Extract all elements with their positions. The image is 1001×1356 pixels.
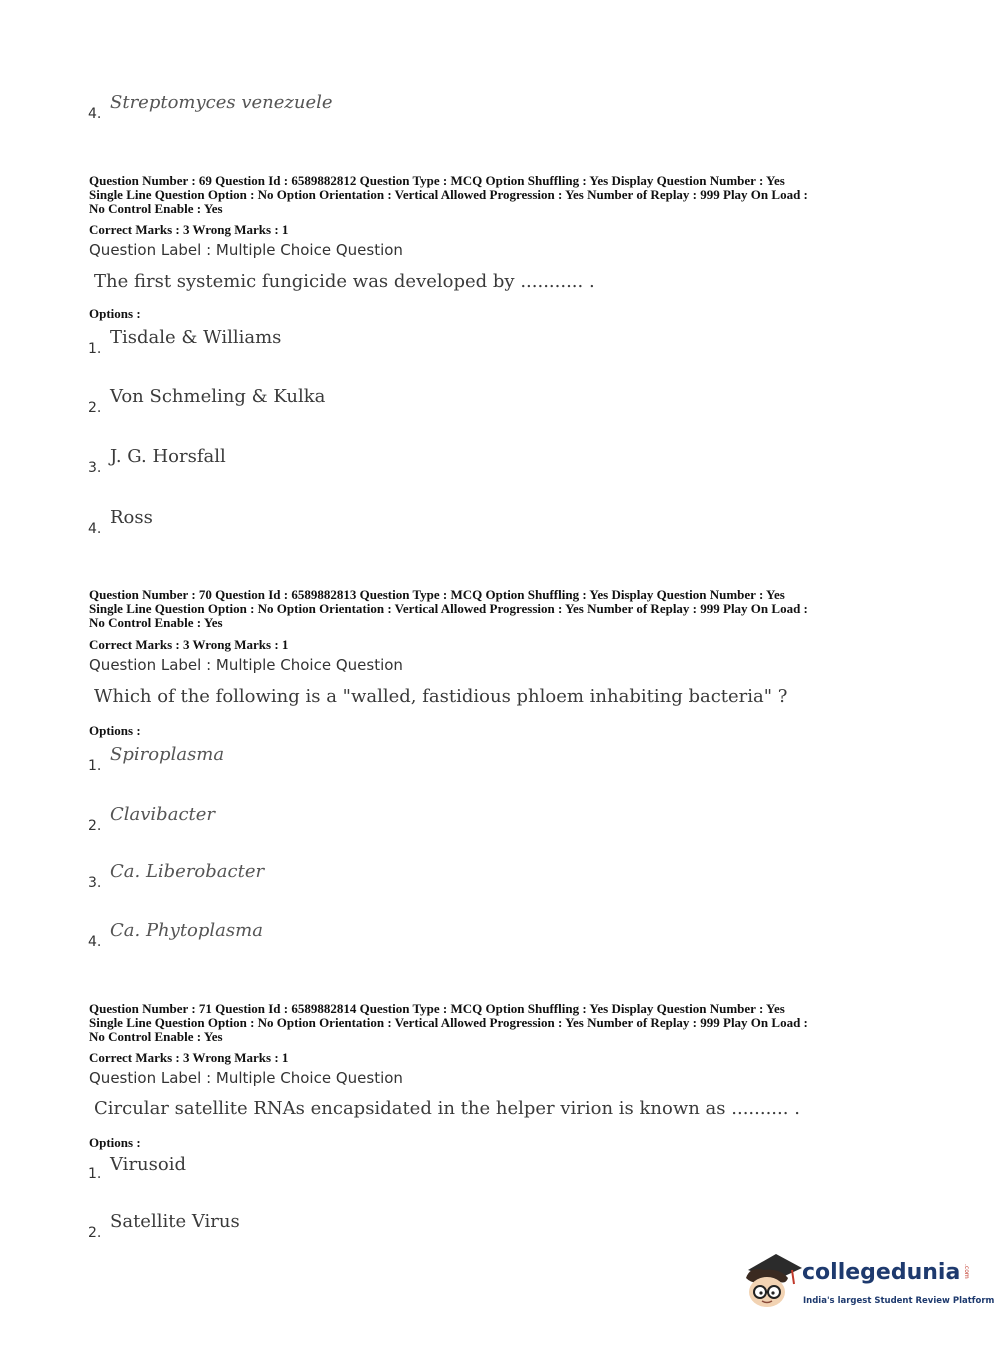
option-text: Spiroplasma [110,744,225,765]
option-text: Von Schmeling & Kulka [110,386,326,407]
option-text: Streptomyces venezuele [110,92,333,113]
question-label: Question Label : Multiple Choice Question [89,1069,403,1087]
question-meta [89,1002,919,1044]
option-text: Virusoid [110,1154,186,1175]
options-title: Options : [89,306,141,321]
option-text: Ca. Liberobacter [110,861,265,882]
question-stem: Circular satellite RNAs encapsidated in the helper virion is known as .......... . [94,1098,800,1119]
option-text: Satellite Virus [110,1211,240,1232]
option-text: Ross [110,507,153,528]
question-marks: Correct Marks : 3 Wrong Marks : 1 [89,222,289,237]
option-number: 3. [88,460,102,476]
option-text: Tisdale & Williams [110,327,282,348]
option-number: 4. [88,106,102,122]
brand-tagline: India's largest Student Review Platform [803,1296,995,1306]
option-text: Clavibacter [110,804,216,825]
question-marks: Correct Marks : 3 Wrong Marks : 1 [89,1050,289,1065]
meta-line: No Control Enable : Yes [89,615,223,630]
meta-line: No Control Enable : Yes [89,201,223,216]
option-number: 1. [88,758,102,774]
option-text: J. G. Horsfall [110,446,226,467]
question-meta [89,588,919,630]
question-label: Question Label : Multiple Choice Question [89,241,403,259]
brand-name: collegedunia [802,1260,961,1285]
option-number: 1. [88,341,102,357]
option-number: 2. [88,400,102,416]
option-number: 3. [88,875,102,891]
question-stem: The first systemic fungicide was developed by ........... . [94,271,595,292]
option-number: 4. [88,521,102,537]
question-marks: Correct Marks : 3 Wrong Marks : 1 [89,637,289,652]
meta-line: Single Line Question Option : No Option Orientation : Vertical Allowed Progression : Yes Number of Replay : 999 Play On Load : [89,601,808,616]
collegedunia-watermark [740,1248,995,1318]
options-title: Options : [89,1135,141,1150]
option-number: 2. [88,1225,102,1241]
option-number: 1. [88,1166,102,1182]
option-text: Ca. Phytoplasma [110,920,263,941]
option-number: 2. [88,818,102,834]
question-label: Question Label : Multiple Choice Question [89,656,403,674]
meta-line: Single Line Question Option : No Option Orientation : Vertical Allowed Progression : Yes Number of Replay : 999 Play On Load : [89,187,808,202]
meta-line: Single Line Question Option : No Option Orientation : Vertical Allowed Progression : Yes Number of Replay : 999 Play On Load : [89,1015,808,1030]
meta-line: No Control Enable : Yes [89,1029,223,1044]
brand-dotcom: .com [963,1264,970,1279]
options-title: Options : [89,723,141,738]
question-meta [89,174,919,216]
question-stem: Which of the following is a "walled, fastidious phloem inhabiting bacteria" ? [94,686,788,707]
meta-line: Question Number : 71 Question Id : 6589882814 Question Type : MCQ Option Shuffling : Yes Display Question Number : Yes [89,1001,785,1016]
mascot-logo-icon [740,1248,802,1318]
meta-line: Question Number : 70 Question Id : 6589882813 Question Type : MCQ Option Shuffling : Yes Display Question Number : Yes [89,587,785,602]
meta-line: Question Number : 69 Question Id : 6589882812 Question Type : MCQ Option Shuffling : Yes Display Question Number : Yes [89,173,785,188]
option-number: 4. [88,934,102,950]
